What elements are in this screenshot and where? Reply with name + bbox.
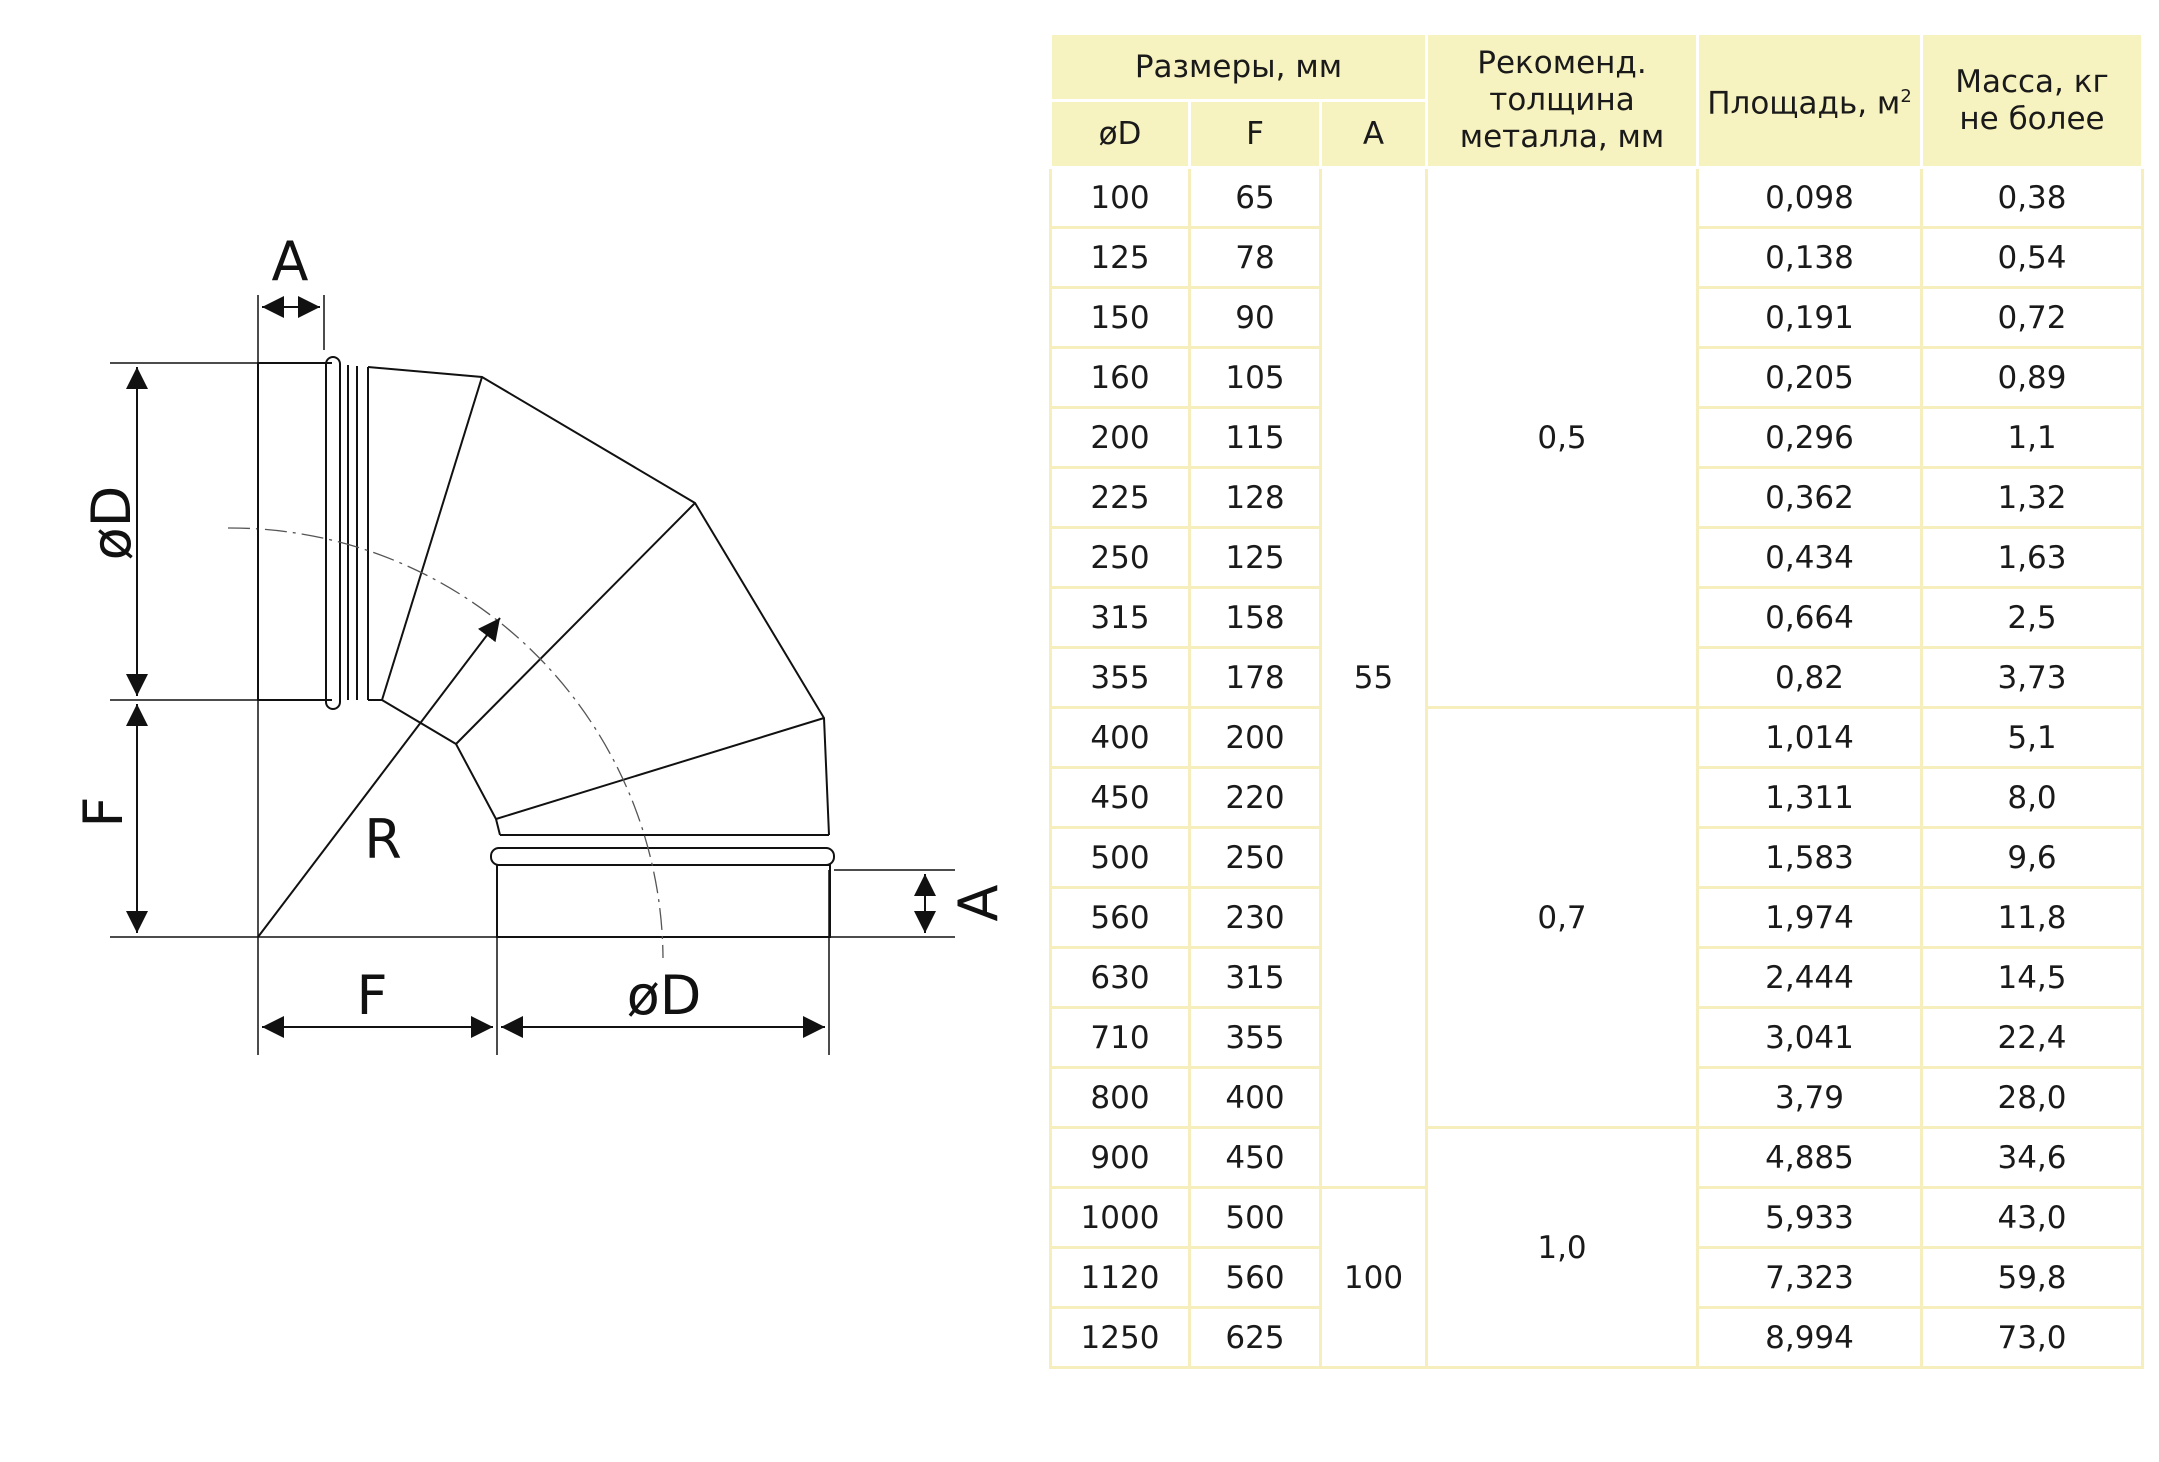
label-radius: R <box>364 808 402 871</box>
cell-thickness-group: 0,5 <box>1427 168 1698 708</box>
cell-area: 1,583 <box>1698 828 1922 888</box>
label-diameter-left: øD <box>80 485 143 561</box>
header-mass <box>1922 34 2143 168</box>
label-a-right: A <box>947 884 1010 922</box>
cell-area: 2,444 <box>1698 948 1922 1008</box>
table-row <box>1051 1128 2143 1188</box>
cell-mass: 59,8 <box>1922 1248 2143 1308</box>
cell-f: 200 <box>1190 708 1321 768</box>
cell-mass: 73,0 <box>1922 1308 2143 1368</box>
cell-f: 355 <box>1190 1008 1321 1068</box>
cell-f: 78 <box>1190 228 1321 288</box>
cell-mass: 0,72 <box>1922 288 2143 348</box>
table-row <box>1051 168 2143 228</box>
cell-mass: 22,4 <box>1922 1008 2143 1068</box>
cell-f: 400 <box>1190 1068 1321 1128</box>
cell-diameter: 900 <box>1051 1128 1190 1188</box>
header-mass-line2: не более <box>1959 100 2105 137</box>
cell-area: 4,885 <box>1698 1128 1922 1188</box>
cell-area: 0,138 <box>1698 228 1922 288</box>
cell-mass: 28,0 <box>1922 1068 2143 1128</box>
cell-f: 560 <box>1190 1248 1321 1308</box>
cell-mass: 0,89 <box>1922 348 2143 408</box>
table-row <box>1051 708 2143 768</box>
cell-mass: 1,63 <box>1922 528 2143 588</box>
cell-mass: 8,0 <box>1922 768 2143 828</box>
cell-a-group: 55 <box>1321 168 1427 1188</box>
cell-diameter: 1000 <box>1051 1188 1190 1248</box>
cell-mass: 34,6 <box>1922 1128 2143 1188</box>
cell-diameter: 1120 <box>1051 1248 1190 1308</box>
cell-mass: 3,73 <box>1922 648 2143 708</box>
cell-area: 3,79 <box>1698 1068 1922 1128</box>
cell-diameter: 1250 <box>1051 1308 1190 1368</box>
header-col-f: F <box>1190 101 1321 168</box>
cell-mass: 11,8 <box>1922 888 2143 948</box>
elbow-outline <box>258 357 834 937</box>
header-thickness-line2: толщина <box>1489 82 1635 118</box>
cell-f: 65 <box>1190 168 1321 228</box>
header-thickness-line3: металла, мм <box>1459 119 1665 155</box>
label-diameter-bottom: øD <box>626 964 702 1027</box>
cell-mass: 1,1 <box>1922 408 2143 468</box>
cell-thickness-group: 1,0 <box>1427 1128 1698 1368</box>
cell-diameter: 400 <box>1051 708 1190 768</box>
dimension-lines <box>110 295 955 1055</box>
cell-f: 115 <box>1190 408 1321 468</box>
header-thickness <box>1427 34 1698 168</box>
label-f-bottom: F <box>356 964 388 1027</box>
cell-thickness-group: 0,7 <box>1427 708 1698 1128</box>
cell-diameter: 315 <box>1051 588 1190 648</box>
elbow-drawing <box>0 0 1040 1462</box>
cell-area: 1,311 <box>1698 768 1922 828</box>
cell-f: 178 <box>1190 648 1321 708</box>
cell-f: 250 <box>1190 828 1321 888</box>
header-area-sup: 2 <box>1900 86 1912 108</box>
header-thickness-line1: Рекоменд. <box>1477 45 1647 81</box>
cell-area: 1,014 <box>1698 708 1922 768</box>
cell-f: 450 <box>1190 1128 1321 1188</box>
table-header <box>1051 34 2143 168</box>
cell-diameter: 500 <box>1051 828 1190 888</box>
cell-f: 125 <box>1190 528 1321 588</box>
cell-diameter: 160 <box>1051 348 1190 408</box>
cell-diameter: 560 <box>1051 888 1190 948</box>
cell-f: 230 <box>1190 888 1321 948</box>
cell-area: 0,296 <box>1698 408 1922 468</box>
centerline-arc <box>228 528 663 958</box>
cell-f: 128 <box>1190 468 1321 528</box>
cell-diameter: 225 <box>1051 468 1190 528</box>
cell-mass: 43,0 <box>1922 1188 2143 1248</box>
cell-diameter: 355 <box>1051 648 1190 708</box>
header-col-a: A <box>1321 101 1427 168</box>
cell-area: 3,041 <box>1698 1008 1922 1068</box>
header-sizes: Размеры, мм <box>1051 34 1427 101</box>
cell-area: 0,434 <box>1698 528 1922 588</box>
cell-diameter: 150 <box>1051 288 1190 348</box>
cell-diameter: 125 <box>1051 228 1190 288</box>
cell-area: 0,191 <box>1698 288 1922 348</box>
cell-a-group: 100 <box>1321 1188 1427 1368</box>
cell-diameter: 800 <box>1051 1068 1190 1128</box>
cell-mass: 0,38 <box>1922 168 2143 228</box>
header-area-text: Площадь, м <box>1707 85 1901 122</box>
label-f-left: F <box>72 796 135 828</box>
header-mass-line1: Масса, кг <box>1955 63 2109 100</box>
cell-area: 7,323 <box>1698 1248 1922 1308</box>
cell-diameter: 630 <box>1051 948 1190 1008</box>
cell-mass: 5,1 <box>1922 708 2143 768</box>
cell-mass: 9,6 <box>1922 828 2143 888</box>
cell-diameter: 100 <box>1051 168 1190 228</box>
cell-area: 8,994 <box>1698 1308 1922 1368</box>
cell-area: 0,362 <box>1698 468 1922 528</box>
cell-area: 0,205 <box>1698 348 1922 408</box>
cell-f: 625 <box>1190 1308 1321 1368</box>
cell-mass: 14,5 <box>1922 948 2143 1008</box>
cell-f: 158 <box>1190 588 1321 648</box>
cell-mass: 0,54 <box>1922 228 2143 288</box>
cell-diameter: 200 <box>1051 408 1190 468</box>
cell-f: 500 <box>1190 1188 1321 1248</box>
cell-area: 5,933 <box>1698 1188 1922 1248</box>
cell-f: 220 <box>1190 768 1321 828</box>
header-col-d: øD <box>1051 101 1190 168</box>
cell-f: 315 <box>1190 948 1321 1008</box>
cell-mass: 2,5 <box>1922 588 2143 648</box>
cell-f: 105 <box>1190 348 1321 408</box>
cell-area: 0,82 <box>1698 648 1922 708</box>
spec-table <box>1049 32 2144 1369</box>
cell-diameter: 450 <box>1051 768 1190 828</box>
table-body <box>1051 168 2143 1368</box>
cell-diameter: 710 <box>1051 1008 1190 1068</box>
header-area <box>1698 34 1922 168</box>
label-a-top: A <box>271 230 309 293</box>
cell-mass: 1,32 <box>1922 468 2143 528</box>
cell-area: 0,664 <box>1698 588 1922 648</box>
cell-diameter: 250 <box>1051 528 1190 588</box>
cell-f: 90 <box>1190 288 1321 348</box>
cell-area: 0,098 <box>1698 168 1922 228</box>
cell-area: 1,974 <box>1698 888 1922 948</box>
